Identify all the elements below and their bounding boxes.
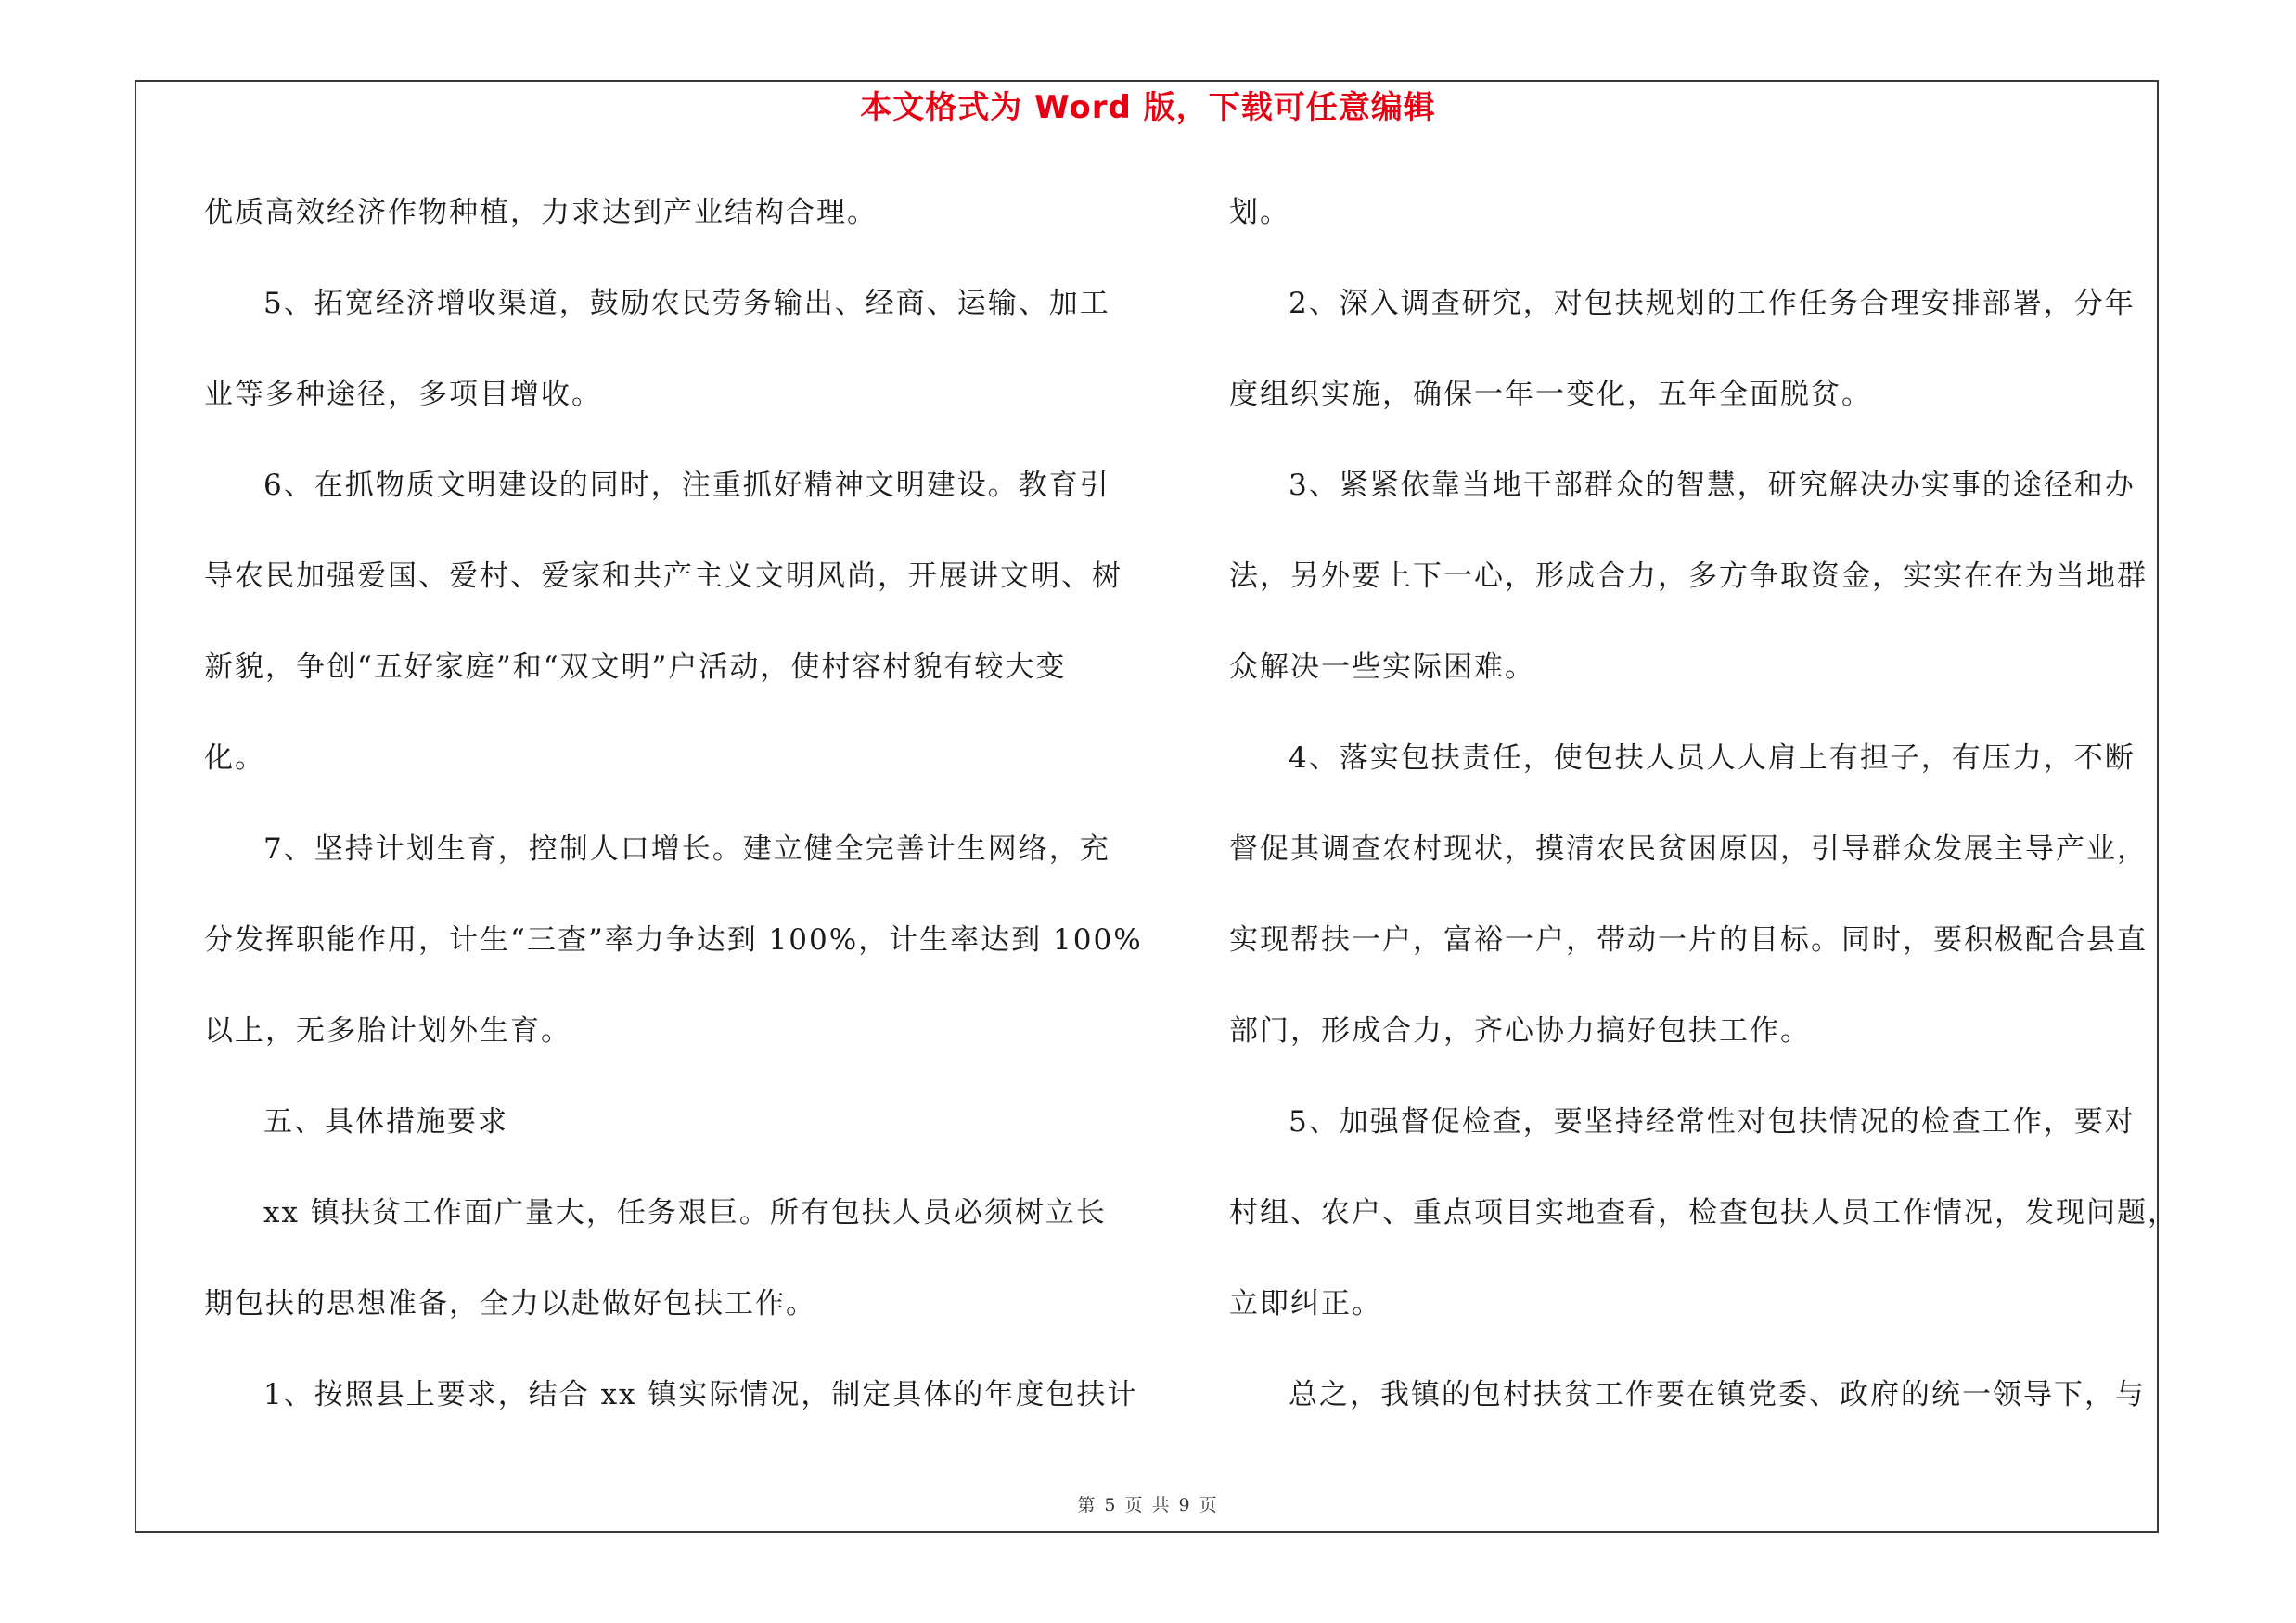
text-line: 4、落实包扶责任，使包扶人员人人肩上有担子，有压力，不断 <box>1289 741 2136 775</box>
text-line: 导农民加强爱国、爱村、爱家和共产主义文明风尚，开展讲文明、树 <box>204 560 1122 593</box>
text-line: 分发挥职能作用，计生“三查”率力争达到 100%，计生率达到 100% <box>204 923 1143 957</box>
text-line: 新貌，争创“五好家庭”和“双文明”户活动，使村容村貌有较大变 <box>204 650 1067 684</box>
text-line: 期包扶的思想准备，全力以赴做好包扶工作。 <box>204 1287 816 1320</box>
format-notice-banner: 本文格式为 Word 版，下载可任意编辑 <box>860 89 1436 126</box>
text-line: 5、加强督促检查，要坚持经常性对包扶情况的检查工作，要对 <box>1289 1105 2136 1139</box>
text-line: 法，另外要上下一心，形成合力，多方争取资金，实实在在为当地群 <box>1229 560 2148 593</box>
text-line: 3、紧紧依靠当地干部群众的智慧，研究解决办实事的途径和办 <box>1289 469 2136 502</box>
text-line: 7、坚持计划生育，控制人口增长。建立健全完善计生网络，充 <box>263 832 1110 866</box>
text-line: 以上，无多胎计划外生育。 <box>204 1014 571 1048</box>
text-line: 立即纠正。 <box>1229 1287 1382 1320</box>
text-line: 总之，我镇的包村扶贫工作要在镇党委、政府的统一领导下，与 <box>1289 1378 2146 1411</box>
text-line: 1、按照县上要求，结合 xx 镇实际情况，制定具体的年度包扶计 <box>263 1378 1138 1411</box>
text-line: 2、深入调查研究，对包扶规划的工作任务合理安排部署，分年 <box>1289 287 2136 320</box>
text-line: 五、具体措施要求 <box>263 1105 508 1139</box>
text-line: 村组、农户、重点项目实地查看，检查包扶人员工作情况，发现问题， <box>1229 1196 2178 1230</box>
text-line: xx 镇扶贫工作面广量大，任务艰巨。所有包扶人员必须树立长 <box>263 1196 1107 1230</box>
page-number-footer: 第 5 页 共 9 页 <box>1077 1495 1219 1515</box>
text-line: 众解决一些实际困难。 <box>1229 650 1535 684</box>
text-line: 实现帮扶一户，富裕一户，带动一片的目标。同时，要积极配合县直 <box>1229 923 2148 957</box>
right-column <box>1229 186 2178 1459</box>
left-column <box>204 186 1143 1459</box>
text-line: 化。 <box>204 741 265 775</box>
text-line: 5、拓宽经济增收渠道，鼓励农民劳务输出、经商、运输、加工 <box>263 287 1110 320</box>
text-line: 业等多种途径，多项目增收。 <box>204 378 602 411</box>
text-line: 部门，形成合力，齐心协力搞好包扶工作。 <box>1229 1014 1811 1048</box>
text-line: 度组织实施，确保一年一变化，五年全面脱贫。 <box>1229 378 1872 411</box>
text-line: 6、在抓物质文明建设的同时，注重抓好精神文明建设。教育引 <box>263 469 1110 502</box>
text-line: 划。 <box>1229 196 1290 229</box>
text-line: 优质高效经济作物种植，力求达到产业结构合理。 <box>204 196 878 229</box>
text-line: 督促其调查农村现状，摸清农民贫困原因，引导群众发展主导产业， <box>1229 832 2148 866</box>
